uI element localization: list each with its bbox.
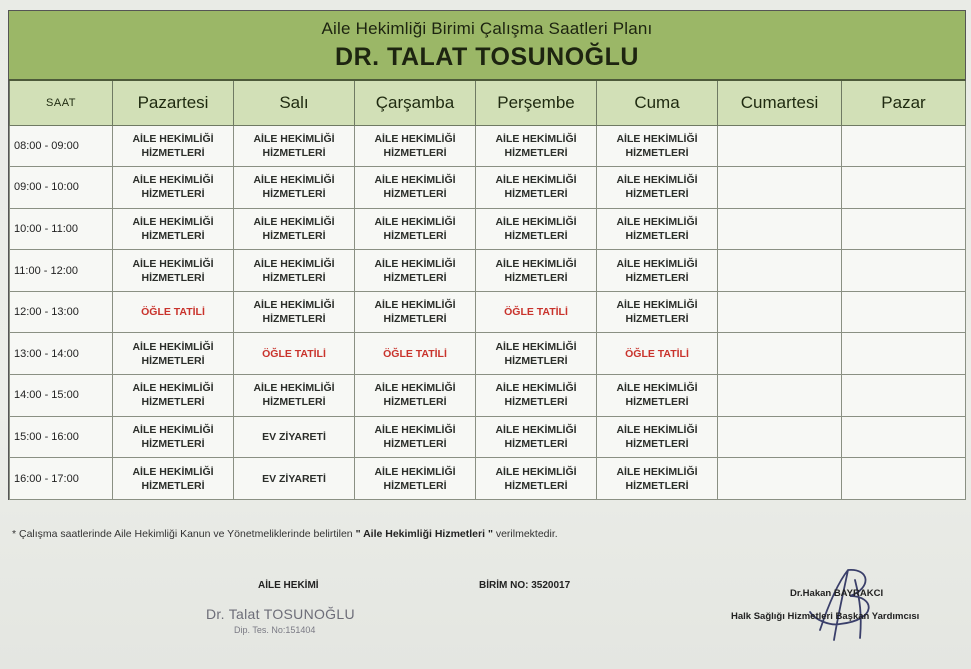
handwritten-signature-icon <box>800 560 890 650</box>
table-row <box>10 167 966 209</box>
column-header-day: Perşembe <box>476 81 597 125</box>
time-slot-cell: 10:00 - 11:00 <box>10 208 113 250</box>
empty-cell <box>718 375 842 417</box>
schedule-cell: AİLE HEKİMLİĞİ HİZMETLERİ <box>113 416 234 458</box>
schedule-cell: AİLE HEKİMLİĞİ HİZMETLERİ <box>476 375 597 417</box>
empty-cell <box>842 167 966 209</box>
schedule-cell: EV ZİYARETİ <box>234 416 355 458</box>
schedule-cell: AİLE HEKİMLİĞİ HİZMETLERİ <box>597 291 718 333</box>
schedule-cell: AİLE HEKİMLİĞİ HİZMETLERİ <box>355 291 476 333</box>
empty-cell <box>718 125 842 167</box>
schedule-cell: AİLE HEKİMLİĞİ HİZMETLERİ <box>113 125 234 167</box>
document-subtitle: Aile Hekimliği Birimi Çalışma Saatleri Planı <box>321 19 653 38</box>
time-slot-cell: 14:00 - 15:00 <box>10 375 113 417</box>
schedule-cell: AİLE HEKİMLİĞİ HİZMETLERİ <box>113 375 234 417</box>
empty-cell <box>842 208 966 250</box>
table-row <box>10 416 966 458</box>
schedule-cell: AİLE HEKİMLİĞİ HİZMETLERİ <box>476 125 597 167</box>
schedule-cell: AİLE HEKİMLİĞİ HİZMETLERİ <box>113 250 234 292</box>
schedule-cell: AİLE HEKİMLİĞİ HİZMETLERİ <box>597 375 718 417</box>
title-bar <box>9 11 965 81</box>
schedule-cell: AİLE HEKİMLİĞİ HİZMETLERİ <box>355 208 476 250</box>
schedule-sheet <box>8 10 966 500</box>
table-header-row <box>10 81 966 125</box>
schedule-cell: AİLE HEKİMLİĞİ HİZMETLERİ <box>476 416 597 458</box>
table-row <box>10 250 966 292</box>
schedule-cell: AİLE HEKİMLİĞİ HİZMETLERİ <box>234 250 355 292</box>
footnote-prefix: * Çalışma saatlerinde Aile Hekimliği Kanun ve Yönetmeliklerinde belirtilen <box>12 528 356 540</box>
deputy-head-title: Halk Sağlığı Hizmetleri Başkan Yardımcısı <box>731 611 920 622</box>
table-row <box>10 458 966 500</box>
schedule-cell: AİLE HEKİMLİĞİ HİZMETLERİ <box>113 208 234 250</box>
schedule-cell: ÖĞLE TATİLİ <box>597 333 718 375</box>
schedule-cell: AİLE HEKİMLİĞİ HİZMETLERİ <box>113 167 234 209</box>
schedule-cell: AİLE HEKİMLİĞİ HİZMETLERİ <box>113 333 234 375</box>
empty-cell <box>842 333 966 375</box>
empty-cell <box>718 416 842 458</box>
schedule-cell: AİLE HEKİMLİĞİ HİZMETLERİ <box>234 167 355 209</box>
time-slot-cell: 09:00 - 10:00 <box>10 167 113 209</box>
schedule-cell: AİLE HEKİMLİĞİ HİZMETLERİ <box>476 167 597 209</box>
schedule-cell: AİLE HEKİMLİĞİ HİZMETLERİ <box>597 167 718 209</box>
table-row <box>10 208 966 250</box>
column-header-day: Salı <box>234 81 355 125</box>
empty-cell <box>842 458 966 500</box>
time-slot-cell: 11:00 - 12:00 <box>10 250 113 292</box>
empty-cell <box>718 291 842 333</box>
table-row <box>10 375 966 417</box>
table-row <box>10 333 966 375</box>
column-header-day: Çarşamba <box>355 81 476 125</box>
column-header-day: Pazar <box>842 81 966 125</box>
empty-cell <box>718 250 842 292</box>
doctor-name-title: DR. TALAT TOSUNOĞLU <box>335 43 639 71</box>
empty-cell <box>718 333 842 375</box>
doctor-stamp-diploma: Dip. Tes. No:151404 <box>234 625 316 635</box>
schedule-cell: AİLE HEKİMLİĞİ HİZMETLERİ <box>476 458 597 500</box>
schedule-cell: AİLE HEKİMLİĞİ HİZMETLERİ <box>476 208 597 250</box>
column-header-saat: SAAT <box>10 81 113 125</box>
schedule-cell: AİLE HEKİMLİĞİ HİZMETLERİ <box>234 208 355 250</box>
empty-cell <box>718 167 842 209</box>
empty-cell <box>842 125 966 167</box>
empty-cell <box>842 291 966 333</box>
table-row <box>10 125 966 167</box>
empty-cell <box>842 250 966 292</box>
schedule-cell: AİLE HEKİMLİĞİ HİZMETLERİ <box>355 250 476 292</box>
schedule-cell: AİLE HEKİMLİĞİ HİZMETLERİ <box>476 250 597 292</box>
footnote <box>12 528 558 540</box>
schedule-cell: AİLE HEKİMLİĞİ HİZMETLERİ <box>355 167 476 209</box>
footnote-suffix: verilmektedir. <box>492 528 558 540</box>
footnote-bold: " Aile Hekimliği Hizmetleri " <box>355 528 493 540</box>
time-slot-cell: 08:00 - 09:00 <box>10 125 113 167</box>
schedule-cell: AİLE HEKİMLİĞİ HİZMETLERİ <box>113 458 234 500</box>
schedule-cell: AİLE HEKİMLİĞİ HİZMETLERİ <box>597 208 718 250</box>
schedule-table <box>9 81 966 500</box>
time-slot-cell: 16:00 - 17:00 <box>10 458 113 500</box>
column-header-day: Cuma <box>597 81 718 125</box>
family-doctor-label: AİLE HEKİMİ <box>258 580 319 591</box>
column-header-day: Pazartesi <box>113 81 234 125</box>
doctor-stamp-name: Dr. Talat TOSUNOĞLU <box>206 606 355 622</box>
empty-cell <box>718 458 842 500</box>
table-row <box>10 291 966 333</box>
unit-number: BİRİM NO: 3520017 <box>479 580 571 591</box>
time-slot-cell: 15:00 - 16:00 <box>10 416 113 458</box>
schedule-body <box>10 125 966 499</box>
schedule-cell: AİLE HEKİMLİĞİ HİZMETLERİ <box>597 416 718 458</box>
schedule-cell: AİLE HEKİMLİĞİ HİZMETLERİ <box>597 250 718 292</box>
schedule-cell: AİLE HEKİMLİĞİ HİZMETLERİ <box>597 458 718 500</box>
schedule-cell: AİLE HEKİMLİĞİ HİZMETLERİ <box>355 375 476 417</box>
schedule-cell: AİLE HEKİMLİĞİ HİZMETLERİ <box>355 458 476 500</box>
schedule-cell: AİLE HEKİMLİĞİ HİZMETLERİ <box>597 125 718 167</box>
empty-cell <box>718 208 842 250</box>
column-header-day: Cumartesi <box>718 81 842 125</box>
deputy-head-name: Dr.Hakan BAYRAKCI <box>790 588 884 599</box>
schedule-cell: AİLE HEKİMLİĞİ HİZMETLERİ <box>234 375 355 417</box>
empty-cell <box>842 375 966 417</box>
schedule-cell: ÖĞLE TATİLİ <box>355 333 476 375</box>
schedule-cell: AİLE HEKİMLİĞİ HİZMETLERİ <box>355 416 476 458</box>
empty-cell <box>842 416 966 458</box>
schedule-cell: AİLE HEKİMLİĞİ HİZMETLERİ <box>476 333 597 375</box>
schedule-cell: AİLE HEKİMLİĞİ HİZMETLERİ <box>234 291 355 333</box>
schedule-cell: ÖĞLE TATİLİ <box>113 291 234 333</box>
schedule-cell: ÖĞLE TATİLİ <box>476 291 597 333</box>
schedule-cell: ÖĞLE TATİLİ <box>234 333 355 375</box>
schedule-cell: AİLE HEKİMLİĞİ HİZMETLERİ <box>234 125 355 167</box>
schedule-cell: AİLE HEKİMLİĞİ HİZMETLERİ <box>355 125 476 167</box>
time-slot-cell: 12:00 - 13:00 <box>10 291 113 333</box>
time-slot-cell: 13:00 - 14:00 <box>10 333 113 375</box>
schedule-cell: EV ZİYARETİ <box>234 458 355 500</box>
